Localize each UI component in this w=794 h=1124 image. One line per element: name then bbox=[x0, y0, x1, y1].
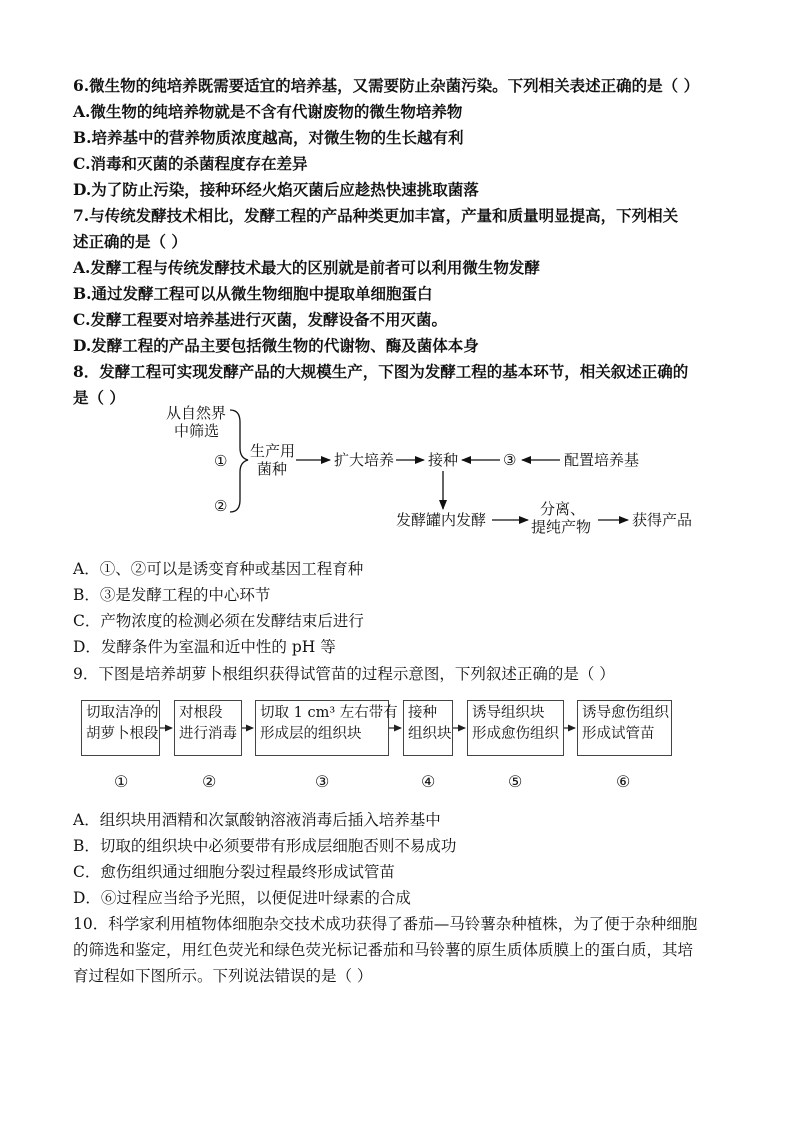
q9-option-b: B．切取的组织块中必须要带有形成层细胞否则不易成功 bbox=[73, 837, 457, 855]
q8-inoculate: 接种 bbox=[428, 451, 459, 469]
q9-step2-line2: 进行消毒 bbox=[179, 726, 237, 742]
q8-option-d: D．发酵条件为室温和近中性的 pH 等 bbox=[73, 638, 336, 656]
q6-option-c: C.消毒和灭菌的杀菌程度存在差异 bbox=[73, 154, 308, 173]
q10-line2: 的筛选和鉴定，用红色荧光和绿色荧光标记番茄和马铃薯的原生质体质膜上的蛋白质，其培 bbox=[73, 941, 694, 959]
q7-option-b: B.通过发酵工程可以从微生物细胞中提取单细胞蛋白 bbox=[73, 284, 433, 303]
q8-natural-line1: 从自然界 bbox=[166, 404, 227, 422]
q9-step5-line1: 诱导组织块 bbox=[472, 705, 545, 721]
q8-expand: 扩大培养 bbox=[334, 451, 395, 469]
q8-strain-line2: 菌种 bbox=[257, 460, 288, 478]
q10-line1: 10．科学家利用植物体细胞杂交技术成功获得了番茄—马铃薯杂种植株，为了便于杂种细胞 bbox=[73, 915, 698, 933]
q9-step4-line1: 接种 bbox=[408, 705, 437, 721]
q9-step1-line2: 胡萝卜根段 bbox=[86, 726, 159, 742]
q9-step3-number: ③ bbox=[315, 772, 330, 791]
q7-stem-line1: 7.与传统发酵技术相比，发酵工程的产品种类更加丰富，产量和质量明显提高，下列相关 bbox=[73, 206, 679, 225]
q7-option-a: A.发酵工程与传统发酵技术最大的区别就是前者可以利用微生物发酵 bbox=[73, 258, 540, 277]
q8-source1: ① bbox=[214, 452, 228, 470]
q8-separate-line2: 提纯产物 bbox=[531, 518, 592, 536]
q9-step3-line2: 形成层的组织块 bbox=[260, 726, 362, 742]
q8-stem-line2: 是（ ） bbox=[73, 388, 125, 407]
q9-step3-line1: 切取 1 cm³ 左右带有 bbox=[260, 705, 398, 721]
q8-option-b: B．③是发酵工程的中心环节 bbox=[73, 586, 271, 604]
q8-strain-line1: 生产用 bbox=[250, 442, 296, 460]
q9-step5-number: ⑤ bbox=[508, 772, 523, 791]
q7-option-d: D.发酵工程的产品主要包括微生物的代谢物、酶及菌体本身 bbox=[73, 336, 479, 355]
q6-option-b: B.培养基中的营养物质浓度越高，对微生物的生长越有利 bbox=[73, 128, 464, 147]
q8-step3: ③ bbox=[503, 451, 517, 469]
q6-option-d: D.为了防止污染，接种环经火焰灭菌后应趁热快速挑取菌落 bbox=[73, 180, 479, 199]
q8-option-a: A．①、②可以是诱变育种或基因工程育种 bbox=[73, 560, 364, 578]
q7-stem-line2: 述正确的是（ ） bbox=[73, 232, 187, 251]
q8-stem-line1: 8．发酵工程可实现发酵产品的大规模生产，下图为发酵工程的基本环节，相关叙述正确的 bbox=[73, 362, 689, 381]
q9-step1-line1: 切取洁净的 bbox=[86, 705, 159, 721]
q9-step1-number: ① bbox=[114, 772, 129, 791]
q8-separate-line1: 分离、 bbox=[540, 500, 586, 518]
q8-source2: ② bbox=[214, 497, 228, 515]
q9-step5-line2: 形成愈伤组织 bbox=[472, 726, 559, 742]
q8-product: 获得产品 bbox=[632, 511, 693, 529]
q9-step6-line1: 诱导愈伤组织 bbox=[582, 705, 669, 721]
q9-option-d: D．⑥过程应当给予光照，以便促进叶绿素的合成 bbox=[73, 889, 411, 907]
q9-step2-line1: 对根段 bbox=[179, 705, 223, 721]
q8-option-c: C．产物浓度的检测必须在发酵结束后进行 bbox=[73, 612, 364, 630]
q9-step2-number: ② bbox=[202, 772, 217, 791]
q7-option-c: C.发酵工程要对培养基进行灭菌，发酵设备不用灭菌。 bbox=[73, 310, 447, 329]
q8-natural-line2: 中筛选 bbox=[174, 422, 220, 440]
q9-step6-line2: 形成试管苗 bbox=[582, 726, 655, 742]
q9-stem: 9．下图是培养胡萝卜根组织获得试管苗的过程示意图，下列叙述正确的是（ ） bbox=[73, 665, 615, 683]
q8-prepare: 配置培养基 bbox=[564, 451, 640, 469]
q9-step4-line2: 组织块 bbox=[408, 726, 452, 742]
q9-option-c: C．愈伤组织通过细胞分裂过程最终形成试管苗 bbox=[73, 863, 395, 881]
q9-option-a: A．组织块用酒精和次氯酸钠溶液消毒后插入培养基中 bbox=[73, 811, 441, 829]
q6-option-a: A.微生物的纯培养物就是不含有代谢废物的微生物培养物 bbox=[73, 102, 463, 121]
q9-step4-number: ④ bbox=[421, 772, 436, 791]
q10-line3: 育过程如下图所示。下列说法错误的是（ ） bbox=[73, 967, 373, 985]
q9-step6-number: ⑥ bbox=[616, 772, 631, 791]
q6-stem: 6.微生物的纯培养既需要适宜的培养基，又需要防止杂菌污染。下列相关表述正确的是（ ） bbox=[73, 76, 700, 95]
q8-ferment: 发酵罐内发酵 bbox=[396, 511, 487, 529]
